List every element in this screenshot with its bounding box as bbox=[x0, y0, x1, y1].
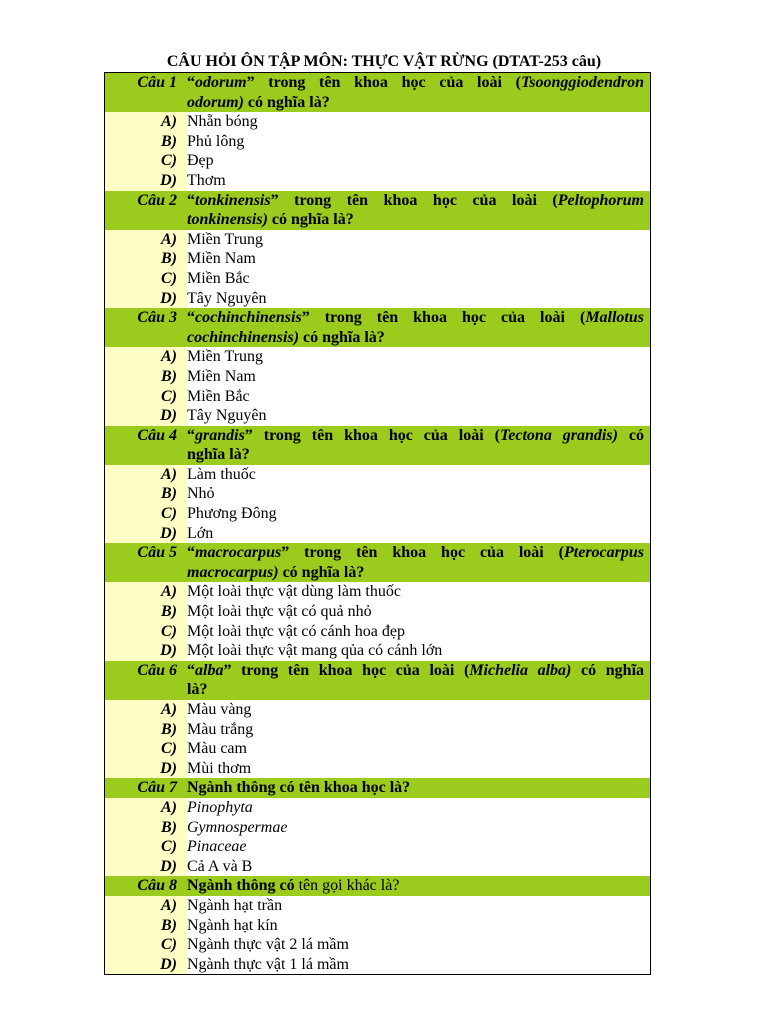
answer-row bbox=[105, 406, 651, 426]
answer-text: Màu trắng bbox=[187, 720, 651, 740]
question-line bbox=[187, 328, 644, 348]
answer-row bbox=[105, 465, 651, 485]
answer-row bbox=[105, 739, 651, 759]
answer-row bbox=[105, 151, 651, 171]
question-fragment: “ bbox=[187, 544, 195, 562]
answer-key: B) bbox=[105, 367, 188, 387]
answer-text: Tây Nguyên bbox=[187, 289, 651, 309]
answer-row bbox=[105, 916, 651, 936]
question-number: Câu 2 bbox=[105, 191, 188, 230]
question-line bbox=[187, 210, 644, 230]
quiz-body bbox=[105, 73, 651, 975]
answer-key: B) bbox=[105, 916, 188, 936]
answer-text: Nhỏ bbox=[187, 484, 651, 504]
question-row bbox=[105, 73, 651, 113]
answer-text: Thơm bbox=[187, 171, 651, 191]
scientific-name: Michelia alba) bbox=[469, 661, 572, 679]
answer-text: Pinophyta bbox=[187, 798, 651, 818]
answer-row bbox=[105, 524, 651, 544]
answer-row bbox=[105, 896, 651, 916]
scientific-name: Pterocarpus bbox=[564, 544, 644, 562]
answer-key: B) bbox=[105, 818, 188, 838]
answer-key: B) bbox=[105, 602, 188, 622]
question-fragment: nghĩa là? bbox=[187, 446, 250, 464]
question-line bbox=[187, 73, 644, 93]
answer-key: B) bbox=[105, 249, 188, 269]
answer-key: A) bbox=[105, 700, 188, 720]
answer-key: C) bbox=[105, 935, 188, 955]
question-number: Câu 6 bbox=[105, 661, 188, 700]
question-fragment: “ bbox=[187, 191, 195, 209]
question-line bbox=[187, 93, 644, 113]
scientific-name: Peltophorum bbox=[557, 191, 644, 209]
answer-text: Màu cam bbox=[187, 739, 651, 759]
question-fragment: “ bbox=[187, 426, 195, 444]
question-row bbox=[105, 778, 651, 798]
answer-row bbox=[105, 818, 651, 838]
document-title: CÂU HỎI ÔN TẬP MÔN: THỰC VẬT RỪNG (DTAT-253 câu) bbox=[166, 53, 602, 70]
answer-key: D) bbox=[105, 289, 188, 309]
answer-row bbox=[105, 269, 651, 289]
answer-text: Pinaceae bbox=[187, 837, 651, 857]
question-row bbox=[105, 543, 651, 582]
question-fragment: ” trong tên khoa học của loài ( bbox=[244, 426, 500, 444]
answer-text: Đẹp bbox=[187, 151, 651, 171]
question-fragment: ” trong tên khoa học của loài ( bbox=[223, 661, 470, 679]
question-fragment: có nghĩa là? bbox=[299, 328, 385, 346]
answer-text: Phủ lông bbox=[187, 132, 651, 152]
answer-key: B) bbox=[105, 132, 188, 152]
answer-text: Ngành thực vật 1 lá mầm bbox=[187, 955, 651, 975]
question-number: Câu 7 bbox=[105, 778, 188, 798]
answer-key: A) bbox=[105, 896, 188, 916]
answer-text: Mùi thơm bbox=[187, 759, 651, 779]
answer-key: A) bbox=[105, 465, 188, 485]
scientific-name: tonkinensis bbox=[195, 191, 271, 209]
question-row bbox=[105, 876, 651, 896]
answer-row bbox=[105, 700, 651, 720]
answer-key: A) bbox=[105, 347, 188, 367]
question-number: Câu 3 bbox=[105, 308, 188, 347]
answer-row bbox=[105, 857, 651, 877]
answer-text: Màu vàng bbox=[187, 700, 651, 720]
question-number: Câu 1 bbox=[105, 73, 188, 113]
question-line bbox=[187, 563, 644, 583]
answer-text: Miền Bắc bbox=[187, 387, 651, 407]
answer-text: Cả A và B bbox=[187, 857, 651, 877]
answer-key: C) bbox=[105, 504, 188, 524]
scientific-name: odorum) bbox=[187, 93, 244, 111]
answer-key: A) bbox=[105, 798, 188, 818]
answer-row bbox=[105, 132, 651, 152]
answer-text: Ngành thực vật 2 lá mầm bbox=[187, 935, 651, 955]
answer-row bbox=[105, 289, 651, 309]
answer-row bbox=[105, 759, 651, 779]
answer-row bbox=[105, 935, 651, 955]
answer-row bbox=[105, 367, 651, 387]
question-fragment: “ bbox=[187, 74, 195, 91]
question-fragment: có nghĩa là? bbox=[267, 211, 354, 229]
answer-row bbox=[105, 798, 651, 818]
question-line bbox=[187, 426, 644, 446]
question-text bbox=[187, 73, 651, 113]
answer-row bbox=[105, 230, 651, 250]
answer-row bbox=[105, 112, 651, 132]
answer-key: A) bbox=[105, 582, 188, 602]
answer-row bbox=[105, 347, 651, 367]
scientific-name: macrocarpus bbox=[195, 544, 282, 562]
answer-text: Ngành hạt kín bbox=[187, 916, 651, 936]
question-fragment: ” trong tên khoa học của loài ( bbox=[270, 191, 558, 209]
question-number: Câu 5 bbox=[105, 543, 188, 582]
answer-row bbox=[105, 720, 651, 740]
answer-key: A) bbox=[105, 230, 188, 250]
answer-row bbox=[105, 582, 651, 602]
scientific-name: cochinchinensis bbox=[195, 309, 302, 327]
quiz-table bbox=[104, 72, 651, 975]
question-fragment: ” trong tên khoa học của loài ( bbox=[301, 309, 586, 327]
answer-key: D) bbox=[105, 857, 188, 877]
scientific-name: Mallotus bbox=[585, 309, 644, 327]
answer-text: Tây Nguyên bbox=[187, 406, 651, 426]
answer-key: C) bbox=[105, 151, 188, 171]
scientific-name: alba bbox=[195, 661, 224, 679]
answer-text: Một loài thực vật mang qủa có cánh lớn bbox=[187, 641, 651, 661]
answer-key: D) bbox=[105, 759, 188, 779]
scientific-name: macrocarpus) bbox=[187, 563, 279, 581]
scientific-name: grandis bbox=[195, 426, 245, 444]
question-fragment: “ bbox=[187, 661, 195, 679]
answer-text: Ngành hạt trần bbox=[187, 896, 651, 916]
answer-text: Miền Trung bbox=[187, 347, 651, 367]
question-row bbox=[105, 308, 651, 347]
question-fragment: là? bbox=[187, 681, 208, 699]
question-text bbox=[187, 543, 651, 582]
answer-key: B) bbox=[105, 484, 188, 504]
question-text bbox=[187, 426, 651, 465]
scientific-name: odorum bbox=[195, 74, 247, 91]
answer-row bbox=[105, 955, 651, 975]
question-fragment: ” trong tên khoa học của loài ( bbox=[281, 544, 564, 562]
answer-text: Miền Nam bbox=[187, 249, 651, 269]
question-line bbox=[187, 445, 644, 465]
question-row bbox=[105, 191, 651, 230]
question-fragment: “ bbox=[187, 309, 195, 327]
question-line bbox=[187, 308, 644, 328]
answer-key: C) bbox=[105, 739, 188, 759]
question-number: Câu 8 bbox=[105, 876, 188, 896]
question-row bbox=[105, 661, 651, 700]
scientific-name: tonkinensis) bbox=[187, 211, 268, 229]
scientific-name: Tectona grandis) bbox=[499, 426, 618, 444]
answer-key: C) bbox=[105, 622, 188, 642]
answer-row bbox=[105, 387, 651, 407]
answer-text: Một loài thực vật dùng làm thuốc bbox=[187, 582, 651, 602]
question-text bbox=[187, 876, 651, 896]
answer-row bbox=[105, 171, 651, 191]
question-line bbox=[187, 191, 644, 211]
answer-key: C) bbox=[105, 269, 188, 289]
answer-key: A) bbox=[105, 112, 188, 132]
answer-row bbox=[105, 484, 651, 504]
answer-text: Lớn bbox=[187, 524, 651, 544]
answer-row bbox=[105, 602, 651, 622]
answer-text: Miền Bắc bbox=[187, 269, 651, 289]
question-fragment: ” trong tên khoa học của loài ( bbox=[246, 74, 521, 91]
answer-row bbox=[105, 504, 651, 524]
answer-text: Miền Trung bbox=[187, 230, 651, 250]
question-fragment: có bbox=[617, 426, 644, 444]
answer-row bbox=[105, 622, 651, 642]
question-row bbox=[105, 426, 651, 465]
answer-key: D) bbox=[105, 171, 188, 191]
answer-text: Làm thuốc bbox=[187, 465, 651, 485]
question-fragment: Ngành thông có tên khoa học là? bbox=[187, 779, 411, 797]
answer-text: Miền Nam bbox=[187, 367, 651, 387]
answer-key: D) bbox=[105, 524, 188, 544]
question-line bbox=[187, 661, 644, 681]
question-text bbox=[187, 191, 651, 230]
answer-row bbox=[105, 641, 651, 661]
question-number: Câu 4 bbox=[105, 426, 188, 465]
question-text bbox=[187, 661, 651, 700]
answer-text: Gymnospermae bbox=[187, 818, 651, 838]
answer-key: D) bbox=[105, 406, 188, 426]
question-fragment: tên gọi khác là? bbox=[294, 877, 400, 895]
question-fragment: có nghĩa là? bbox=[278, 563, 365, 581]
answer-text: Phương Đông bbox=[187, 504, 651, 524]
question-fragment: Ngành thông có bbox=[187, 877, 295, 895]
answer-key: D) bbox=[105, 955, 188, 975]
answer-text: Một loài thực vật có cánh hoa đẹp bbox=[187, 622, 651, 642]
answer-key: B) bbox=[105, 720, 188, 740]
answer-row bbox=[105, 837, 651, 857]
answer-key: C) bbox=[105, 837, 188, 857]
question-fragment: có nghĩa bbox=[571, 661, 645, 679]
answer-row bbox=[105, 249, 651, 269]
answer-key: D) bbox=[105, 641, 188, 661]
scientific-name: cochinchinensis) bbox=[187, 328, 300, 346]
question-line bbox=[187, 680, 644, 700]
question-text bbox=[187, 778, 651, 798]
scientific-name: Tsoonggiodendron bbox=[521, 74, 644, 91]
answer-text: Một loài thực vật có quả nhỏ bbox=[187, 602, 651, 622]
answer-text: Nhẵn bóng bbox=[187, 112, 651, 132]
answer-key: C) bbox=[105, 387, 188, 407]
question-line bbox=[187, 543, 644, 563]
question-text bbox=[187, 308, 651, 347]
question-fragment: có nghĩa là? bbox=[243, 93, 330, 111]
